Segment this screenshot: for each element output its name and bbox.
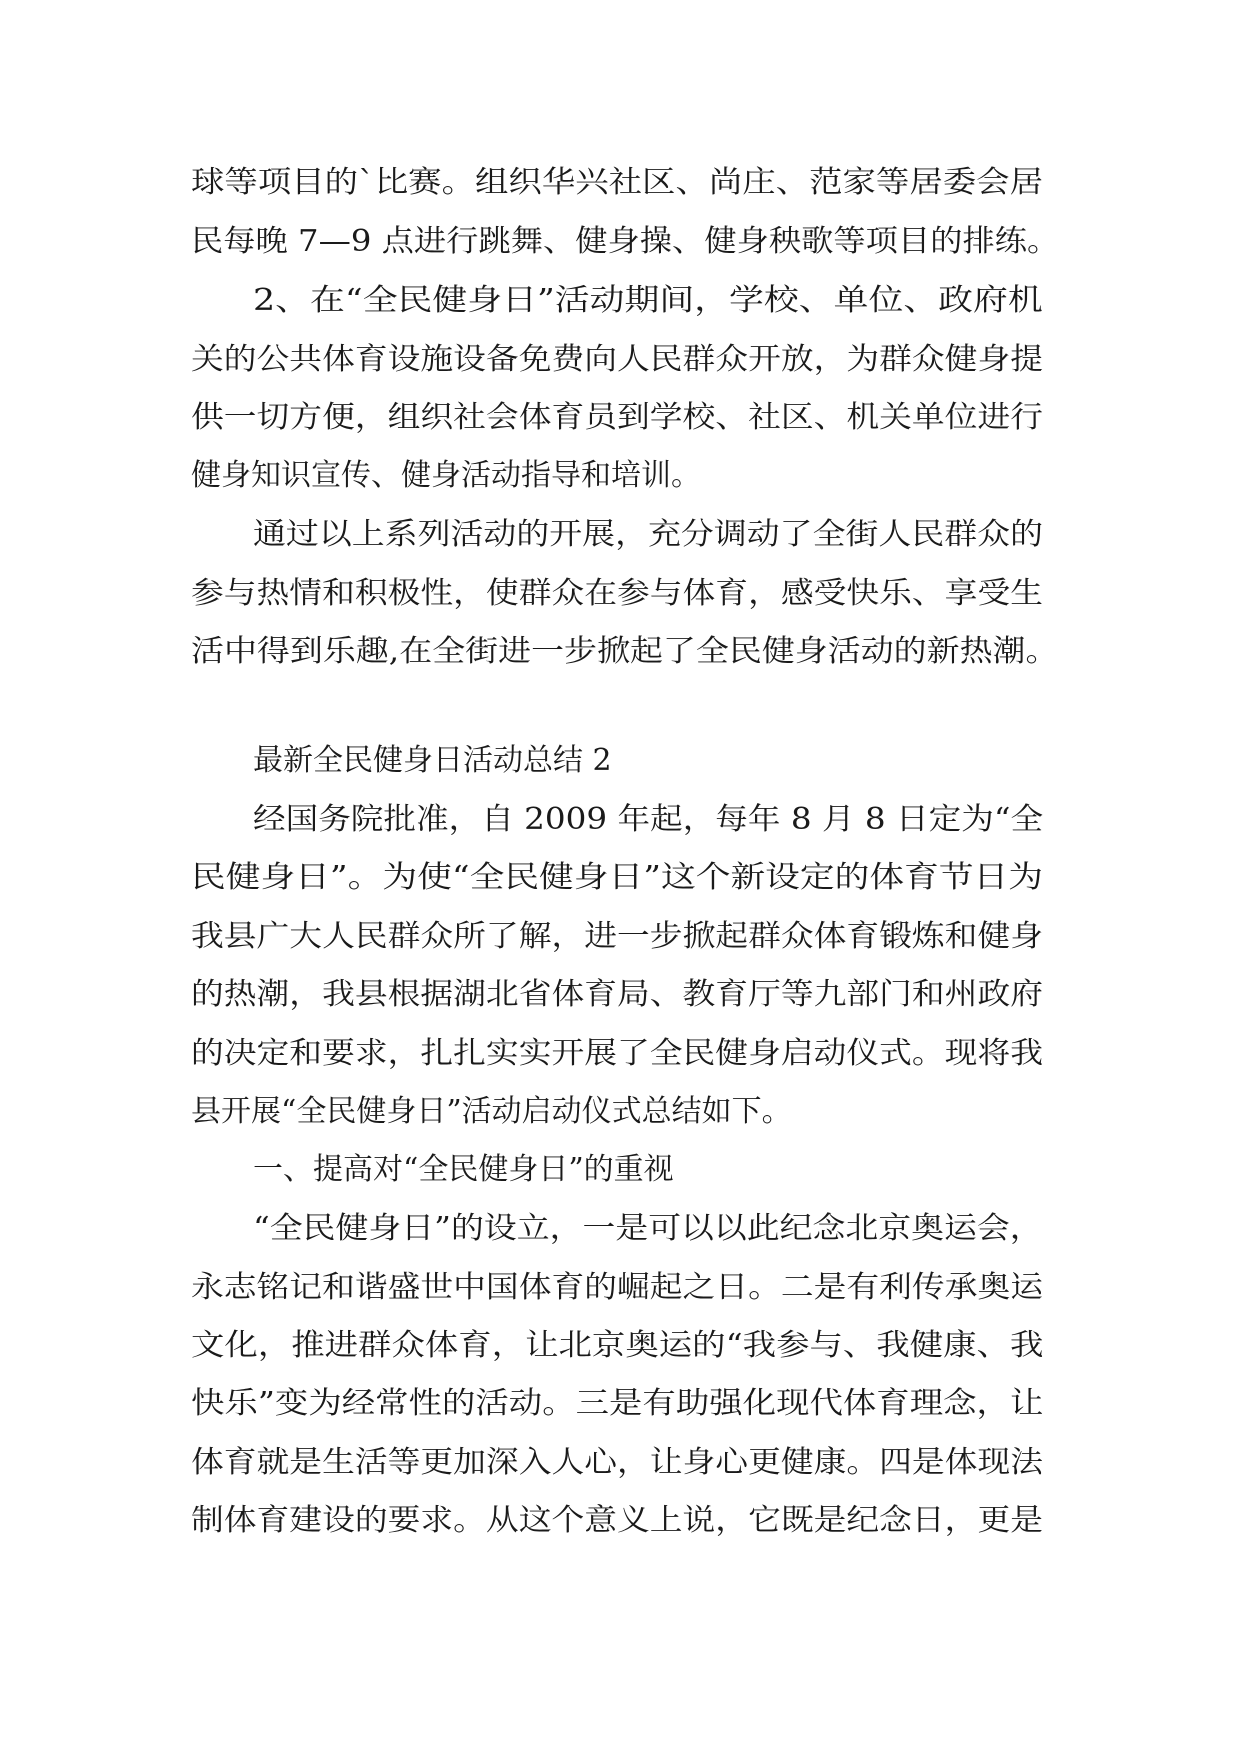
- paragraph-line: 活中得到乐趣,在全街进一步掀起了全民健身活动的新热潮。: [191, 634, 1059, 669]
- paragraph-line: 体育就是生活等更加深入人心，让身心更健康。四是体现法: [191, 1445, 1043, 1480]
- paragraph-line: 参与热情和积极性，使群众在参与体育，感受快乐、享受生: [191, 576, 1043, 611]
- paragraph-line: “全民健身日”的设立，一是可以以此纪念北京奥运会，: [253, 1211, 1043, 1246]
- paragraph-line: 2、在“全民健身日”活动期间，学校、单位、政府机: [253, 283, 1043, 318]
- paragraph-line: 通过以上系列活动的开展，充分调动了全街人民群众的: [253, 517, 1043, 552]
- paragraph-line: 县开展“全民健身日”活动启动仪式总结如下。: [191, 1094, 792, 1129]
- subsection-heading: 一、提高对“全民健身日”的重视: [253, 1152, 674, 1187]
- paragraph-line: 球等项目的`比赛。组织华兴社区、尚庄、范家等居委会居: [191, 165, 1043, 200]
- paragraph-line: 关的公共体育设施设备免费向人民群众开放，为群众健身提: [191, 342, 1043, 377]
- paragraph-line: 永志铭记和谐盛世中国体育的崛起之日。二是有利传承奥运: [191, 1270, 1043, 1305]
- paragraph-line: 民每晚 7—9 点进行跳舞、健身操、健身秧歌等项目的排练。: [191, 224, 1060, 259]
- paragraph-line: 我县广大人民群众所了解，进一步掀起群众体育锻炼和健身: [191, 919, 1043, 954]
- section-heading: 最新全民健身日活动总结 2: [253, 743, 612, 778]
- paragraph-line: 快乐”变为经常性的活动。三是有助强化现代体育理念，让: [191, 1386, 1044, 1421]
- paragraph-line: 民健身日”。为使“全民健身日”这个新设定的体育节日为: [191, 860, 1044, 895]
- paragraph-line: 文化，推进群众体育，让北京奥运的“我参与、我健康、我: [191, 1328, 1044, 1363]
- paragraph-line: 制体育建设的要求。从这个意义上说，它既是纪念日，更是: [191, 1503, 1043, 1538]
- paragraph-line: 经国务院批准，自 2009 年起，每年 8 月 8 日定为“全: [253, 802, 1044, 837]
- paragraph-line: 供一切方便，组织社会体育员到学校、社区、机关单位进行: [191, 400, 1043, 435]
- paragraph-line: 健身知识宣传、健身活动指导和培训。: [191, 458, 701, 493]
- paragraph-line: 的决定和要求，扎扎实实开展了全民健身启动仪式。现将我: [191, 1036, 1043, 1071]
- paragraph-line: 的热潮，我县根据湖北省体育局、教育厅等九部门和州政府: [191, 977, 1043, 1012]
